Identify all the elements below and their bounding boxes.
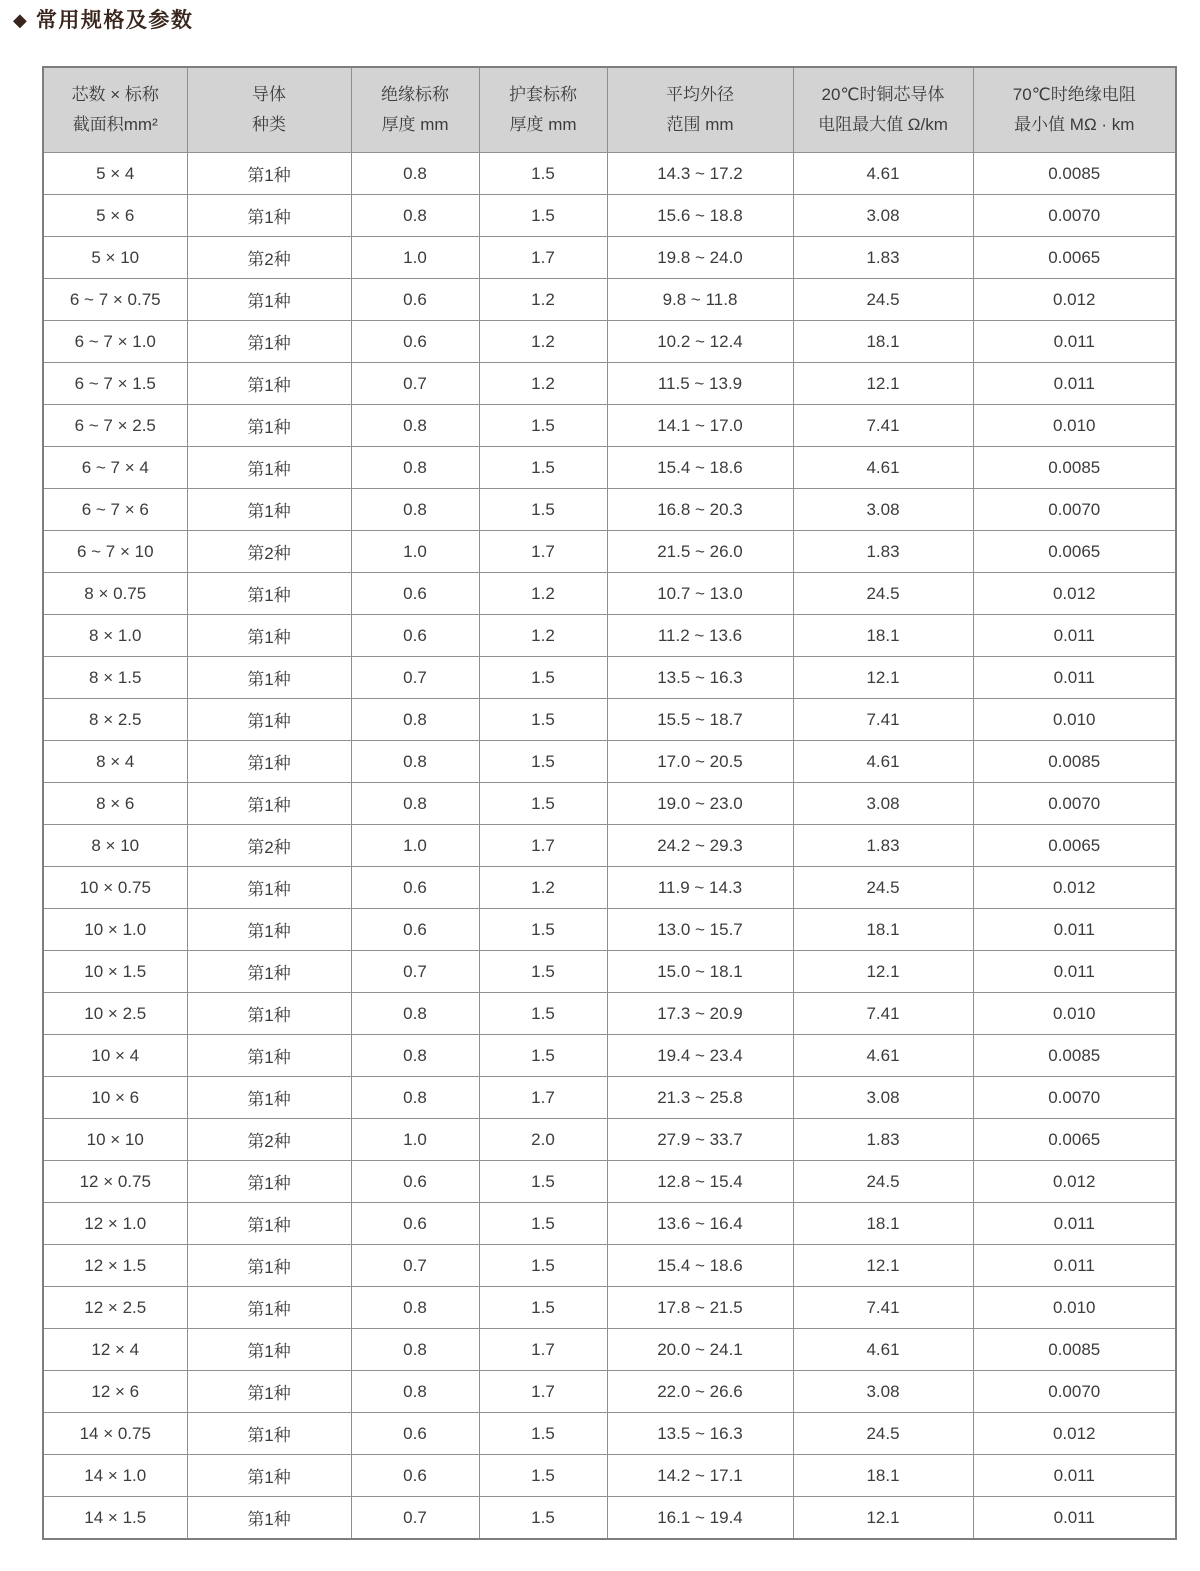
cell: 1.5: [479, 741, 607, 783]
cell: 1.7: [479, 531, 607, 573]
cell: 第1种: [187, 405, 351, 447]
cell: 第1种: [187, 1497, 351, 1540]
column-header-0: [43, 67, 187, 153]
table-row: [43, 783, 1176, 825]
cell: 4.61: [793, 153, 973, 195]
cell: 第1种: [187, 1245, 351, 1287]
cell: 1.7: [479, 1329, 607, 1371]
cell: 0.010: [973, 699, 1176, 741]
cell: 1.5: [479, 1497, 607, 1540]
cell: 27.9 ~ 33.7: [607, 1119, 793, 1161]
table-row: [43, 1035, 1176, 1077]
cell: 第1种: [187, 153, 351, 195]
cell: 19.4 ~ 23.4: [607, 1035, 793, 1077]
cell: 0.8: [351, 741, 479, 783]
cell: 0.011: [973, 615, 1176, 657]
table-row: [43, 993, 1176, 1035]
cell: 第1种: [187, 1161, 351, 1203]
cell: 10 × 1.5: [43, 951, 187, 993]
cell: 1.5: [479, 153, 607, 195]
cell: 1.5: [479, 489, 607, 531]
cell: 18.1: [793, 909, 973, 951]
cell: 19.0 ~ 23.0: [607, 783, 793, 825]
table-row: [43, 573, 1176, 615]
cell: 0.8: [351, 1329, 479, 1371]
cell: 0.8: [351, 1077, 479, 1119]
cell: 第2种: [187, 825, 351, 867]
cell: 4.61: [793, 1329, 973, 1371]
cell: 第1种: [187, 909, 351, 951]
cell: 0.011: [973, 321, 1176, 363]
cell: 3.08: [793, 783, 973, 825]
table-row: [43, 909, 1176, 951]
cell: 第1种: [187, 1413, 351, 1455]
cell: 第1种: [187, 447, 351, 489]
cell: 19.8 ~ 24.0: [607, 237, 793, 279]
cell: 0.6: [351, 615, 479, 657]
cell: 1.5: [479, 909, 607, 951]
cell: 12.1: [793, 951, 973, 993]
column-header-5: [793, 67, 973, 153]
cell: 1.7: [479, 237, 607, 279]
cell: 1.5: [479, 1161, 607, 1203]
cell: 1.5: [479, 195, 607, 237]
table-body: [43, 153, 1176, 1540]
cell: 12.1: [793, 1245, 973, 1287]
table-row: [43, 1329, 1176, 1371]
cell: 第1种: [187, 783, 351, 825]
cell: 第1种: [187, 363, 351, 405]
cell: 14.3 ~ 17.2: [607, 153, 793, 195]
cell: 第1种: [187, 195, 351, 237]
column-header-line1: 70℃时绝缘电阻: [1012, 85, 1136, 105]
cell: 第2种: [187, 237, 351, 279]
cell: 0.8: [351, 699, 479, 741]
cell: 1.0: [351, 825, 479, 867]
cell: 13.5 ~ 16.3: [607, 657, 793, 699]
cell: 20.0 ~ 24.1: [607, 1329, 793, 1371]
cell: 0.0065: [973, 531, 1176, 573]
cell: 0.8: [351, 447, 479, 489]
table-row: [43, 1077, 1176, 1119]
column-header-line1: 20℃时铜芯导体: [821, 85, 945, 105]
cell: 8 × 2.5: [43, 699, 187, 741]
cell: 1.2: [479, 573, 607, 615]
table-row: [43, 1287, 1176, 1329]
cell: 第1种: [187, 699, 351, 741]
cell: 6 ~ 7 × 1.5: [43, 363, 187, 405]
cell: 15.6 ~ 18.8: [607, 195, 793, 237]
cell: 0.7: [351, 1245, 479, 1287]
cell: 18.1: [793, 1455, 973, 1497]
cell: 第1种: [187, 615, 351, 657]
column-header-line1: 芯数 × 标称: [71, 85, 159, 105]
spec-table: [42, 66, 1177, 1540]
cell: 0.0070: [973, 195, 1176, 237]
cell: 1.5: [479, 1455, 607, 1497]
cell: 0.010: [973, 1287, 1176, 1329]
cell: 0.011: [973, 909, 1176, 951]
cell: 0.0070: [973, 783, 1176, 825]
cell: 第1种: [187, 1329, 351, 1371]
cell: 第1种: [187, 1455, 351, 1497]
cell: 0.011: [973, 657, 1176, 699]
cell: 17.8 ~ 21.5: [607, 1287, 793, 1329]
cell: 12 × 1.5: [43, 1245, 187, 1287]
cell: 1.83: [793, 825, 973, 867]
cell: 第1种: [187, 279, 351, 321]
cell: 0.7: [351, 1497, 479, 1540]
cell: 0.011: [973, 363, 1176, 405]
cell: 3.08: [793, 1077, 973, 1119]
table-row: [43, 867, 1176, 909]
cell: 10.2 ~ 12.4: [607, 321, 793, 363]
cell: 10 × 2.5: [43, 993, 187, 1035]
table-row: [43, 1455, 1176, 1497]
column-header-3: [479, 67, 607, 153]
cell: 6 ~ 7 × 0.75: [43, 279, 187, 321]
cell: 0.6: [351, 1413, 479, 1455]
table-row: [43, 531, 1176, 573]
cell: 6 ~ 7 × 6: [43, 489, 187, 531]
cell: 1.83: [793, 237, 973, 279]
cell: 14 × 1.0: [43, 1455, 187, 1497]
cell: 0.0085: [973, 1329, 1176, 1371]
cell: 0.7: [351, 951, 479, 993]
table-row: [43, 489, 1176, 531]
table-row: [43, 153, 1176, 195]
cell: 0.0070: [973, 1077, 1176, 1119]
table-row: [43, 1161, 1176, 1203]
cell: 10.7 ~ 13.0: [607, 573, 793, 615]
cell: 0.0070: [973, 1371, 1176, 1413]
cell: 14 × 1.5: [43, 1497, 187, 1540]
cell: 22.0 ~ 26.6: [607, 1371, 793, 1413]
table-row: [43, 741, 1176, 783]
cell: 1.5: [479, 993, 607, 1035]
cell: 12.8 ~ 15.4: [607, 1161, 793, 1203]
cell: 6 ~ 7 × 1.0: [43, 321, 187, 363]
cell: 8 × 1.5: [43, 657, 187, 699]
cell: 11.9 ~ 14.3: [607, 867, 793, 909]
cell: 24.5: [793, 1161, 973, 1203]
column-header-line2: 截面积mm²: [72, 115, 158, 134]
cell: 16.8 ~ 20.3: [607, 489, 793, 531]
cell: 0.010: [973, 993, 1176, 1035]
column-header-line2: 厚度 mm: [381, 115, 449, 134]
cell: 0.8: [351, 153, 479, 195]
section-title-row: [13, 4, 193, 34]
cell: 10 × 4: [43, 1035, 187, 1077]
table-row: [43, 1119, 1176, 1161]
cell: 7.41: [793, 993, 973, 1035]
cell: 0.6: [351, 909, 479, 951]
cell: 11.2 ~ 13.6: [607, 615, 793, 657]
cell: 0.012: [973, 279, 1176, 321]
cell: 第2种: [187, 531, 351, 573]
cell: 6 ~ 7 × 2.5: [43, 405, 187, 447]
cell: 1.5: [479, 1203, 607, 1245]
cell: 8 × 10: [43, 825, 187, 867]
cell: 1.5: [479, 447, 607, 489]
cell: 0.8: [351, 1287, 479, 1329]
cell: 0.010: [973, 405, 1176, 447]
column-header-line2: 厚度 mm: [509, 115, 577, 134]
cell: 8 × 0.75: [43, 573, 187, 615]
table-row: [43, 1203, 1176, 1245]
cell: 0.8: [351, 783, 479, 825]
cell: 1.2: [479, 363, 607, 405]
cell: 18.1: [793, 321, 973, 363]
cell: 4.61: [793, 447, 973, 489]
column-header-1: [187, 67, 351, 153]
cell: 0.011: [973, 1245, 1176, 1287]
cell: 0.0065: [973, 825, 1176, 867]
cell: 7.41: [793, 1287, 973, 1329]
cell: 18.1: [793, 615, 973, 657]
cell: 7.41: [793, 699, 973, 741]
cell: 12 × 2.5: [43, 1287, 187, 1329]
cell: 17.3 ~ 20.9: [607, 993, 793, 1035]
cell: 12 × 1.0: [43, 1203, 187, 1245]
cell: 1.5: [479, 405, 607, 447]
cell: 10 × 6: [43, 1077, 187, 1119]
cell: 1.5: [479, 1413, 607, 1455]
column-header-6: [973, 67, 1176, 153]
cell: 0.012: [973, 573, 1176, 615]
cell: 第1种: [187, 321, 351, 363]
cell: 1.7: [479, 1077, 607, 1119]
cell: 14.2 ~ 17.1: [607, 1455, 793, 1497]
table-row: [43, 195, 1176, 237]
cell: 1.5: [479, 1245, 607, 1287]
cell: 0.6: [351, 1161, 479, 1203]
cell: 第1种: [187, 867, 351, 909]
cell: 12 × 0.75: [43, 1161, 187, 1203]
table-row: [43, 1371, 1176, 1413]
cell: 第1种: [187, 1203, 351, 1245]
cell: 第1种: [187, 1077, 351, 1119]
cell: 0.011: [973, 951, 1176, 993]
cell: 0.8: [351, 993, 479, 1035]
cell: 1.0: [351, 531, 479, 573]
cell: 18.1: [793, 1203, 973, 1245]
page-title: 常用规格及参数: [35, 9, 194, 32]
cell: 15.5 ~ 18.7: [607, 699, 793, 741]
cell: 第1种: [187, 1035, 351, 1077]
column-header-2: [351, 67, 479, 153]
cell: 13.6 ~ 16.4: [607, 1203, 793, 1245]
cell: 14 × 0.75: [43, 1413, 187, 1455]
cell: 12 × 4: [43, 1329, 187, 1371]
cell: 1.0: [351, 237, 479, 279]
cell: 0.012: [973, 867, 1176, 909]
table-row: [43, 699, 1176, 741]
column-header-line1: 护套标称: [509, 85, 577, 105]
cell: 1.83: [793, 1119, 973, 1161]
cell: 第1种: [187, 1371, 351, 1413]
cell: 6 ~ 7 × 4: [43, 447, 187, 489]
cell: 1.2: [479, 615, 607, 657]
cell: 1.0: [351, 1119, 479, 1161]
cell: 5 × 4: [43, 153, 187, 195]
cell: 3.08: [793, 489, 973, 531]
table-row: [43, 447, 1176, 489]
cell: 24.5: [793, 867, 973, 909]
column-header-4: [607, 67, 793, 153]
column-header-line1: 平均外径: [666, 85, 734, 105]
cell: 1.5: [479, 783, 607, 825]
column-header-line1: 绝缘标称: [381, 85, 449, 105]
cell: 24.5: [793, 573, 973, 615]
cell: 5 × 10: [43, 237, 187, 279]
cell: 0.6: [351, 279, 479, 321]
cell: 第1种: [187, 993, 351, 1035]
cell: 24.5: [793, 279, 973, 321]
cell: 0.6: [351, 321, 479, 363]
cell: 9.8 ~ 11.8: [607, 279, 793, 321]
cell: 0.0065: [973, 237, 1176, 279]
cell: 0.7: [351, 363, 479, 405]
cell: 1.2: [479, 867, 607, 909]
cell: 第1种: [187, 1287, 351, 1329]
cell: 12.1: [793, 1497, 973, 1540]
cell: 第1种: [187, 489, 351, 531]
cell: 17.0 ~ 20.5: [607, 741, 793, 783]
cell: 3.08: [793, 1371, 973, 1413]
cell: 0.0085: [973, 153, 1176, 195]
cell: 6 ~ 7 × 10: [43, 531, 187, 573]
cell: 10 × 10: [43, 1119, 187, 1161]
table-row: [43, 1497, 1176, 1540]
cell: 12.1: [793, 363, 973, 405]
cell: 0.012: [973, 1413, 1176, 1455]
cell: 8 × 1.0: [43, 615, 187, 657]
table-row: [43, 657, 1176, 699]
table-row: [43, 321, 1176, 363]
cell: 24.2 ~ 29.3: [607, 825, 793, 867]
cell: 第1种: [187, 573, 351, 615]
cell: 15.0 ~ 18.1: [607, 951, 793, 993]
cell: 3.08: [793, 195, 973, 237]
cell: 1.2: [479, 279, 607, 321]
cell: 8 × 6: [43, 783, 187, 825]
table-row: [43, 951, 1176, 993]
cell: 0.6: [351, 867, 479, 909]
cell: 1.5: [479, 699, 607, 741]
cell: 0.0085: [973, 1035, 1176, 1077]
cell: 1.83: [793, 531, 973, 573]
header-row: [43, 67, 1176, 153]
cell: 0.011: [973, 1497, 1176, 1540]
column-header-line2: 范围 mm: [666, 115, 734, 134]
cell: 16.1 ~ 19.4: [607, 1497, 793, 1540]
table-row: [43, 237, 1176, 279]
cell: 1.7: [479, 1371, 607, 1413]
cell: 4.61: [793, 1035, 973, 1077]
cell: 15.4 ~ 18.6: [607, 447, 793, 489]
cell: 0.8: [351, 1035, 479, 1077]
cell: 0.011: [973, 1203, 1176, 1245]
cell: 第1种: [187, 741, 351, 783]
cell: 1.5: [479, 1035, 607, 1077]
cell: 第1种: [187, 657, 351, 699]
cell: 5 × 6: [43, 195, 187, 237]
cell: 13.5 ~ 16.3: [607, 1413, 793, 1455]
column-header-line2: 种类: [252, 115, 286, 134]
column-header-line2: 最小值 MΩ · km: [1014, 115, 1135, 134]
cell: 0.6: [351, 1455, 479, 1497]
cell: 11.5 ~ 13.9: [607, 363, 793, 405]
cell: 15.4 ~ 18.6: [607, 1245, 793, 1287]
table-header: [43, 67, 1176, 153]
cell: 2.0: [479, 1119, 607, 1161]
cell: 第2种: [187, 1119, 351, 1161]
diamond-bullet-icon: ◆: [13, 10, 27, 30]
cell: 0.8: [351, 1371, 479, 1413]
cell: 0.0085: [973, 447, 1176, 489]
table-row: [43, 405, 1176, 447]
table-row: [43, 615, 1176, 657]
cell: 12.1: [793, 657, 973, 699]
table-row: [43, 825, 1176, 867]
cell: 1.7: [479, 825, 607, 867]
cell: 13.0 ~ 15.7: [607, 909, 793, 951]
cell: 4.61: [793, 741, 973, 783]
cell: 0.0065: [973, 1119, 1176, 1161]
cell: 0.011: [973, 1455, 1176, 1497]
cell: 24.5: [793, 1413, 973, 1455]
cell: 8 × 4: [43, 741, 187, 783]
cell: 10 × 0.75: [43, 867, 187, 909]
cell: 7.41: [793, 405, 973, 447]
cell: 1.5: [479, 657, 607, 699]
cell: 0.012: [973, 1161, 1176, 1203]
cell: 0.0085: [973, 741, 1176, 783]
cell: 0.8: [351, 405, 479, 447]
column-header-line2: 电阻最大值 Ω/km: [818, 115, 948, 134]
cell: 第1种: [187, 951, 351, 993]
column-header-line1: 导体: [252, 85, 286, 105]
cell: 12 × 6: [43, 1371, 187, 1413]
cell: 10 × 1.0: [43, 909, 187, 951]
cell: 1.2: [479, 321, 607, 363]
cell: 0.7: [351, 657, 479, 699]
cell: 1.5: [479, 951, 607, 993]
table-row: [43, 1413, 1176, 1455]
table-row: [43, 363, 1176, 405]
cell: 21.3 ~ 25.8: [607, 1077, 793, 1119]
spec-table-container: [42, 66, 1177, 1540]
cell: 0.6: [351, 1203, 479, 1245]
cell: 0.8: [351, 489, 479, 531]
table-row: [43, 279, 1176, 321]
cell: 21.5 ~ 26.0: [607, 531, 793, 573]
table-row: [43, 1245, 1176, 1287]
cell: 0.6: [351, 573, 479, 615]
cell: 14.1 ~ 17.0: [607, 405, 793, 447]
cell: 0.0070: [973, 489, 1176, 531]
cell: 0.8: [351, 195, 479, 237]
cell: 1.5: [479, 1287, 607, 1329]
